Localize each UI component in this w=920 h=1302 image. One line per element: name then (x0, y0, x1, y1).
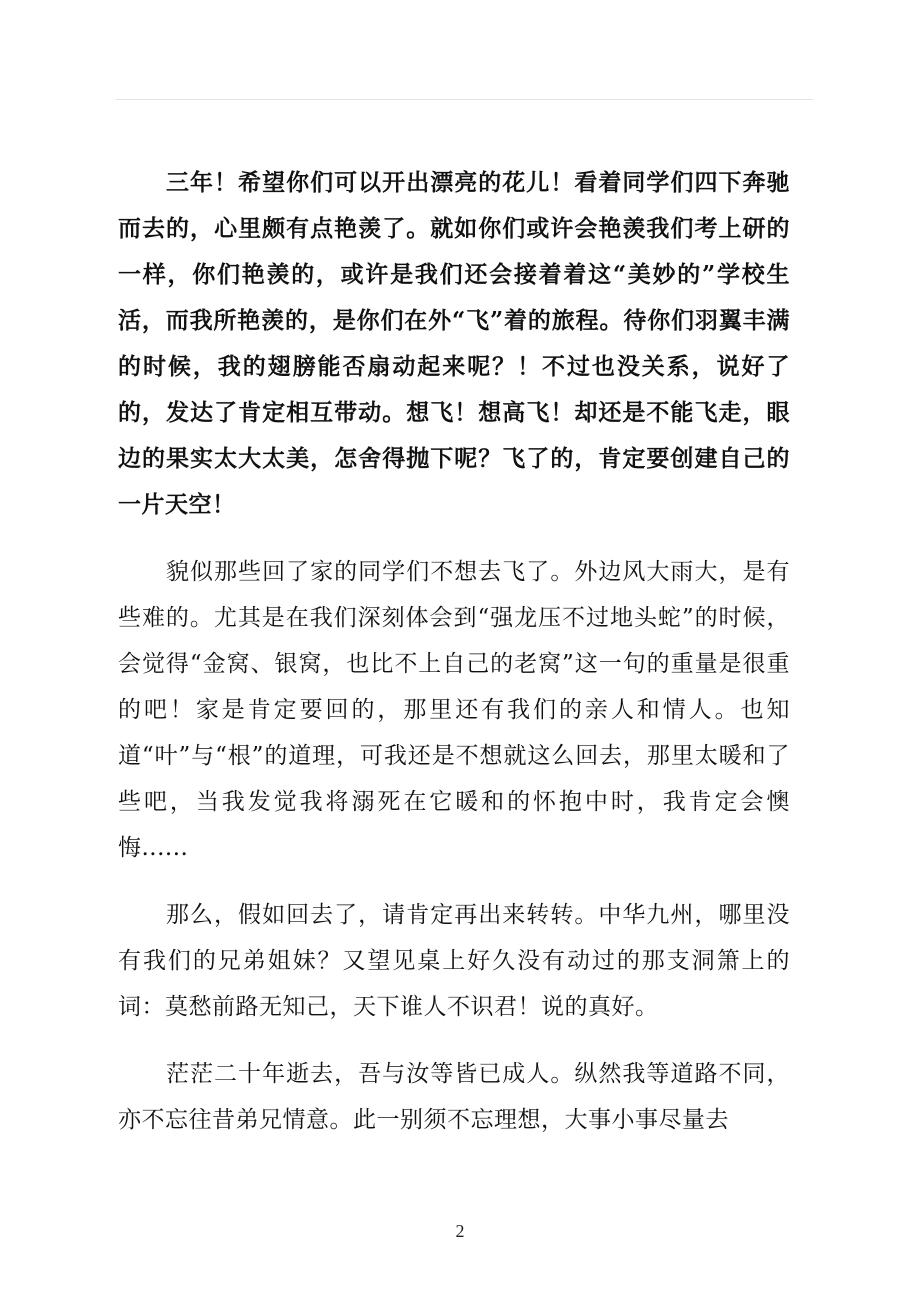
document-body (118, 160, 790, 1164)
header-rule (116, 99, 813, 100)
page-number: 2 (455, 1221, 465, 1241)
paragraph-farewell-wishes: 三年！希望你们可以开出漂亮的花儿！看着同学们四下奔驰而去的，心里颇有点艳羡了。就如你们或许会艳羡我们考上研的一样，你们艳羡的，或许是我们还会接着着这“美妙的”学校生活，而我所艳羡的，是你们在外“飞”着的旅程。待你们羽翼丰满的时候，我的翅膀能否扇动起来呢？！不过也没关系，说好了的，发达了肯定相互带动。想飞！想高飞！却还是不能飞走，眼边的果实太大太美，怎舍得抛下呢？飞了的，肯定要创建自己的一片天空！ (118, 169, 790, 518)
paragraph-going-home: 貌似那些回了家的同学们不想去飞了。外边风大雨大，是有些难的。尤其是在我们深刻体会到“强龙压不过地头蛇”的时候，会觉得“金窝、银窝，也比不上自己的老窝”这一句的重量是很重的吧！家是肯定要回的，那里还有我们的亲人和情人。也知道“叶”与“根”的道理，可我还是不想就这么回去，那里太暖和了些吧，当我发觉我将溺死在它暖和的怀抱中时，我肯定会懊悔...... (118, 559, 790, 861)
paragraph-come-back-out: 那么，假如回去了，请肯定再出来转转。中华九州，哪里没有我们的兄弟姐妹？又望见桌上好久没有动过的那支洞箫上的词：莫愁前路无知己，天下谁人不识君！说的真好。 (118, 902, 790, 1020)
paragraph-twenty-years: 茫茫二十年逝去，吾与汝等皆已成人。纵然我等道路不同，亦不忘往昔弟兄情意。此一别须不忘理想，大事小事尽量去 (118, 1061, 790, 1133)
